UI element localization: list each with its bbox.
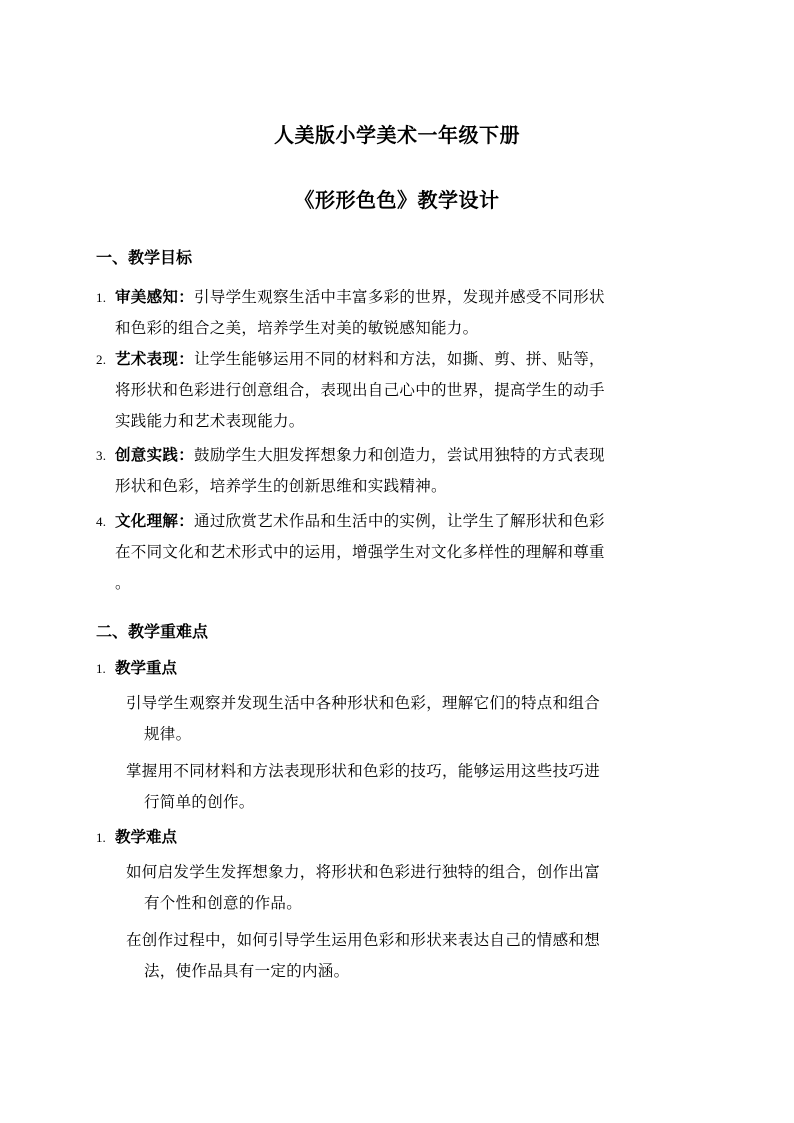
objective-item: [96, 506, 700, 599]
paragraph-text: 行简单的创作。: [144, 793, 255, 811]
paragraph-text: 如何启发学生发挥想象力，将形状和色彩进行独特的组合，创作出富: [126, 863, 601, 881]
item-label: 创意实践：: [115, 446, 195, 464]
section-heading-key-points: 二、教学重难点: [96, 622, 209, 641]
item-number: 1.: [96, 830, 106, 845]
item-number: 4.: [96, 514, 107, 529]
item-label: 艺术表现：: [115, 350, 195, 368]
document-subtitle: 《形形色色》教学设计: [294, 188, 500, 212]
section-heading-objectives: 一、教学目标: [96, 248, 193, 267]
item-text: 。: [115, 574, 131, 592]
item-text: 实践能力和艺术表现能力。: [115, 412, 305, 430]
document-title: 人美版小学美术一年级下册: [274, 123, 520, 147]
item-number: 1.: [96, 661, 106, 676]
paragraph-text: 掌握用不同材料和方法表现形状和色彩的技巧，能够运用这些技巧进: [126, 762, 601, 780]
item-text: 将形状和色彩进行创意组合，表现出自己心中的世界，提高学生的动手: [115, 381, 605, 399]
item-number: 2.: [96, 352, 107, 367]
objective-item: [96, 440, 700, 502]
objective-item: [96, 344, 700, 437]
paragraph-text: 引导学生观察并发现生活中各种形状和色彩，理解它们的特点和组合: [126, 694, 601, 712]
paragraph-text: 法，使作品具有一定的内涵。: [144, 962, 350, 980]
key-point-paragraph: [126, 756, 692, 818]
item-text: 在不同文化和艺术形式中的运用，增强学生对文化多样性的理解和尊重: [115, 543, 605, 561]
sub-heading-key: [96, 657, 177, 680]
sub-heading-label: 教学重点: [115, 659, 178, 677]
item-text: 和色彩的组合之美，培养学生对美的敏锐感知能力。: [115, 319, 479, 337]
item-text: 引导学生观察生活中丰富多彩的世界，发现并感受不同形状: [194, 288, 605, 306]
sub-heading-difficult: [96, 826, 177, 849]
item-number: 3.: [96, 448, 107, 463]
item-label: 文化理解：: [115, 512, 195, 530]
item-text: 让学生能够运用不同的材料和方法，如撕、剪、拼、贴等，: [194, 350, 605, 368]
key-point-paragraph: [126, 688, 692, 750]
item-text: 鼓励学生大胆发挥想象力和创造力，尝试用独特的方式表现: [194, 446, 605, 464]
paragraph-text: 有个性和创意的作品。: [144, 894, 303, 912]
item-text: 通过欣赏艺术作品和生活中的实例，让学生了解形状和色彩: [194, 512, 605, 530]
item-text: 形状和色彩，培养学生的创新思维和实践精神。: [115, 477, 447, 495]
item-number: 1.: [96, 290, 107, 305]
item-label: 审美感知：: [115, 288, 195, 306]
paragraph-text: 在创作过程中，如何引导学生运用色彩和形状来表达自己的情感和想: [126, 931, 601, 949]
objective-item: [96, 282, 700, 344]
sub-heading-label: 教学难点: [115, 828, 178, 846]
difficult-point-paragraph: [126, 925, 692, 987]
difficult-point-paragraph: [126, 857, 692, 919]
paragraph-text: 规律。: [144, 725, 192, 743]
